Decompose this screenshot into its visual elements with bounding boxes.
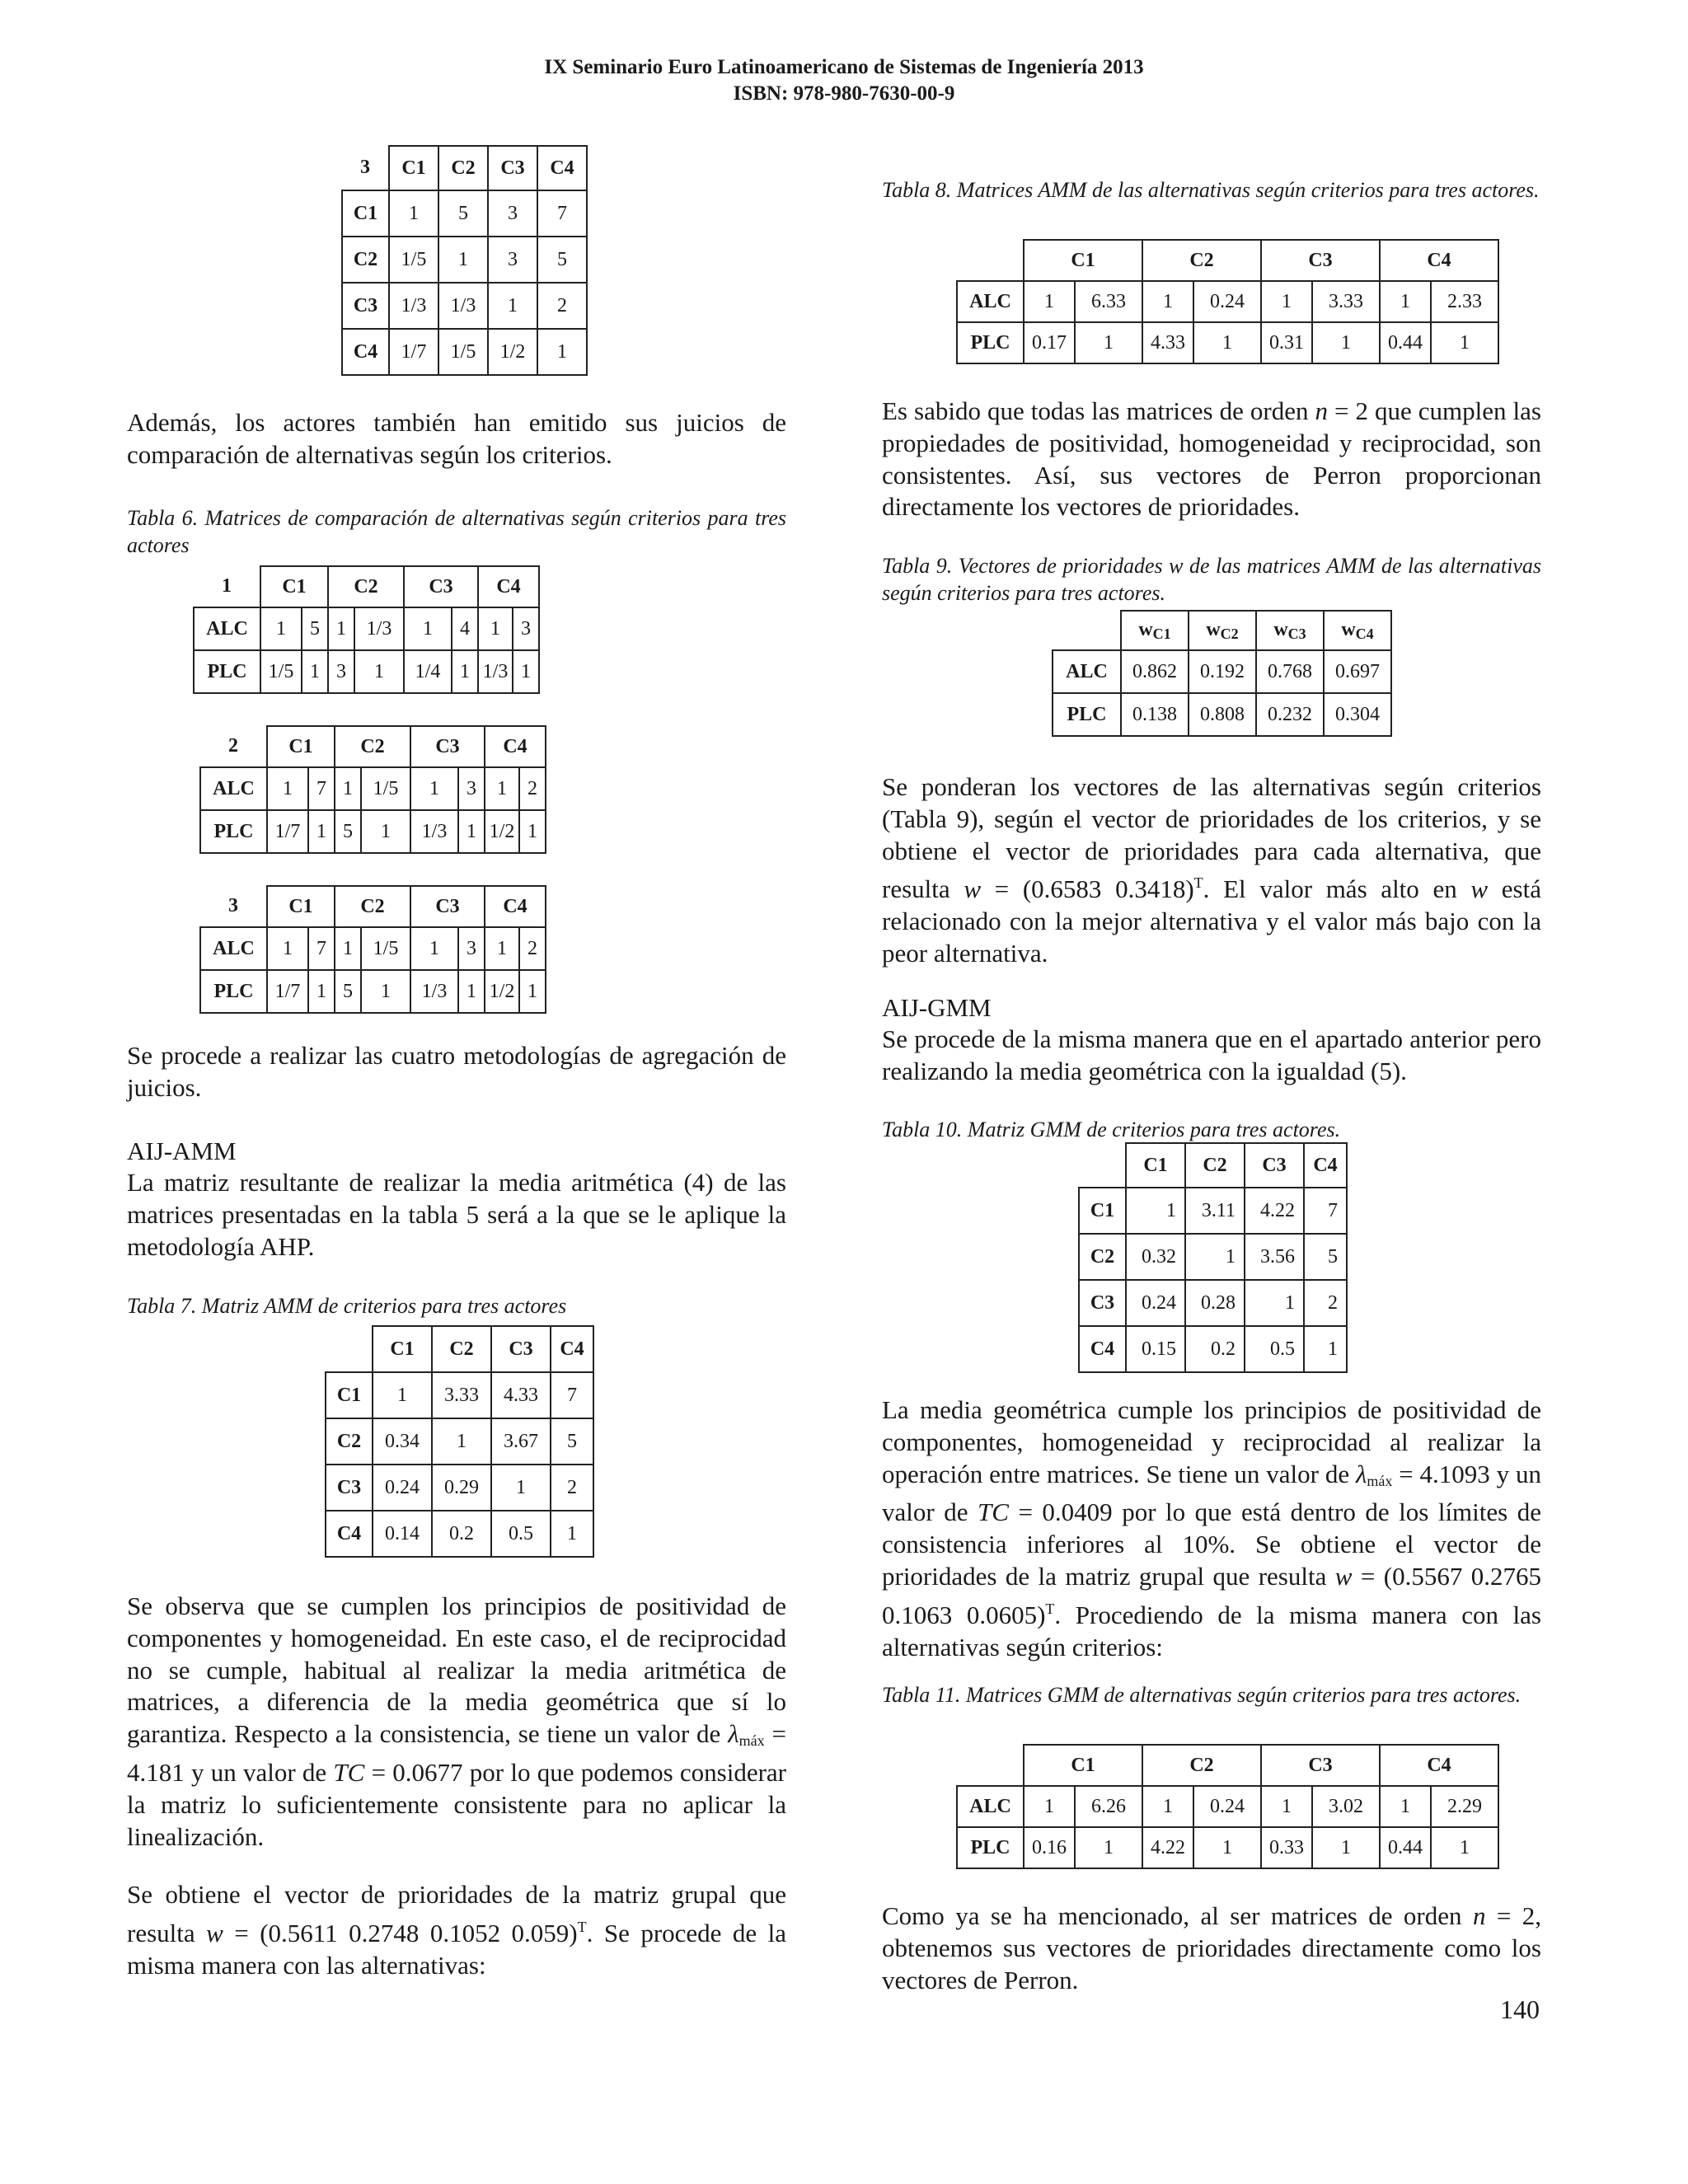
cell: 7 xyxy=(308,767,335,810)
cell: 1 xyxy=(1261,1786,1312,1827)
col-header: $w_{C1}$ xyxy=(1121,611,1189,650)
col-header: C3 xyxy=(404,566,478,607)
cell: 1 xyxy=(513,650,539,693)
cell: 3.11 xyxy=(1185,1188,1245,1234)
cell: 0.28 xyxy=(1185,1280,1245,1326)
cell: 1/2 xyxy=(485,810,519,853)
cell: 3 xyxy=(513,607,539,650)
row-header: PLC xyxy=(957,322,1024,363)
cell: 1 xyxy=(438,237,488,283)
cell: 1 xyxy=(551,1511,593,1557)
matrix-corner xyxy=(957,240,1024,281)
cell: 5 xyxy=(537,237,587,283)
superscript: T xyxy=(1193,874,1203,892)
col-header: C2 xyxy=(1142,240,1261,281)
paragraph-sabido xyxy=(882,396,1541,523)
paragraph-media-geometrica xyxy=(882,1394,1541,1663)
row-header: PLC xyxy=(957,1827,1024,1868)
text: = (0.5611 0.2748 0.1052 0.059) xyxy=(223,1918,578,1947)
row-header: ALC xyxy=(1053,650,1121,693)
caption-tabla-9: Tabla 9. Vectores de prioridades w de las matrices AMM de las alternativas según criterios para tres actores. xyxy=(882,554,1541,605)
col-header: $w_{C3}$ xyxy=(1256,611,1324,650)
cell: 1 xyxy=(335,767,361,810)
cell: 0.24 xyxy=(1126,1280,1185,1326)
tabla-11-matrices-gmm-alternativas xyxy=(956,1744,1499,1869)
cell: 1 xyxy=(410,767,458,810)
cell: 1 xyxy=(1075,322,1142,363)
cell: 1 xyxy=(1312,322,1380,363)
cell: 1 xyxy=(488,283,537,329)
w-symbol: w xyxy=(206,1918,223,1947)
col-header: C1 xyxy=(1126,1143,1185,1188)
cell: 1 xyxy=(478,607,513,650)
cell: 1 xyxy=(308,810,335,853)
cell: 1 xyxy=(1312,1827,1380,1868)
row-header: C4 xyxy=(342,329,389,375)
matrix-corner: 3 xyxy=(360,157,370,178)
text: Es sabido que todas las matrices de orden xyxy=(882,396,1315,425)
cell: 5 xyxy=(551,1418,593,1465)
w-symbol: w xyxy=(964,874,981,904)
row-header: ALC xyxy=(200,927,267,970)
cell: 2.33 xyxy=(1431,281,1498,322)
text: = 4.1093 y un valor de xyxy=(882,1459,1542,1527)
col-header: $w_{C2}$ xyxy=(1189,611,1256,650)
cell: 6.26 xyxy=(1075,1786,1142,1827)
cell: 5 xyxy=(1304,1234,1347,1280)
cell: 1 xyxy=(361,810,410,853)
cell: 0.232 xyxy=(1256,693,1324,736)
heading-aij-gmm: AIJ-GMM xyxy=(882,993,992,1022)
cell: 1 xyxy=(432,1418,491,1465)
cell: 1/5 xyxy=(260,650,302,693)
page-header xyxy=(0,54,1688,107)
cell: 1 xyxy=(1126,1188,1185,1234)
cell: 1 xyxy=(537,329,587,375)
col-header: C2 xyxy=(1185,1143,1245,1188)
row-header: PLC xyxy=(1053,693,1121,736)
cell: 7 xyxy=(308,927,335,970)
cell: 0.44 xyxy=(1380,1827,1431,1868)
cell: 1 xyxy=(335,927,361,970)
col-header: C3 xyxy=(488,146,537,190)
superscript: T xyxy=(577,1918,587,1935)
cell: 1 xyxy=(1431,1827,1498,1868)
cell: 1 xyxy=(1380,281,1431,322)
cell: 0.24 xyxy=(373,1465,432,1511)
subscript: máx xyxy=(1367,1472,1393,1489)
cell: 2 xyxy=(551,1465,593,1511)
cell: 7 xyxy=(551,1372,593,1418)
col-header: C3 xyxy=(1245,1143,1304,1188)
cell: 0.44 xyxy=(1380,322,1431,363)
col-header: C1 xyxy=(1024,240,1142,281)
cell: 1/2 xyxy=(488,329,537,375)
cell: 3 xyxy=(488,237,537,283)
cell: 0.862 xyxy=(1121,650,1189,693)
cell: 3 xyxy=(458,767,485,810)
n-symbol: n xyxy=(1472,1901,1486,1930)
heading-aij-amm: AIJ-AMM xyxy=(127,1137,237,1165)
cell: 4 xyxy=(452,607,478,650)
cell: 1/7 xyxy=(389,329,438,375)
cell: 1 xyxy=(485,767,519,810)
cell: 0.304 xyxy=(1324,693,1391,736)
row-header: C3 xyxy=(1079,1280,1126,1326)
cell: 1 xyxy=(308,970,335,1013)
cell: 0.138 xyxy=(1121,693,1189,736)
cell: 5 xyxy=(335,970,361,1013)
cell: 3.56 xyxy=(1245,1234,1304,1280)
cell: 0.5 xyxy=(491,1511,551,1557)
row-header: C4 xyxy=(1079,1326,1126,1372)
cell: 0.808 xyxy=(1189,693,1256,736)
conference-title: IX Seminario Euro Latinoamericano de Sistemas de Ingeniería 2013 xyxy=(544,56,1144,78)
cell: 0.33 xyxy=(1261,1827,1312,1868)
paragraph-gmm: Se procede de la misma manera que en el apartado anterior pero realizando la media geométrica con la igualdad (5). xyxy=(882,1024,1541,1085)
cell: 1/3 xyxy=(354,607,404,650)
text: . Se procede de la misma manera con las alternativas: xyxy=(127,1918,787,1980)
col-header: C4 xyxy=(551,1326,593,1372)
cell: 1/5 xyxy=(389,237,438,283)
text: = 0.0409 por lo que está dentro de los límites de consistencia inferiores al 10%. Se obtiene el vector de prioridades de la matriz grupal que resulta xyxy=(882,1497,1541,1591)
lambda-symbol: λ xyxy=(1355,1459,1367,1488)
cell: 5 xyxy=(335,810,361,853)
w-symbol: w xyxy=(1470,874,1489,904)
paragraph-amm: La matriz resultante de realizar la media aritmética (4) de las matrices presentadas en la tabla 5 será a la que se le aplique la metodología AHP. xyxy=(127,1168,786,1261)
cell: 1 xyxy=(1142,1786,1193,1827)
row-header: ALC xyxy=(200,767,267,810)
row-header: PLC xyxy=(194,650,260,693)
cell: 1 xyxy=(458,970,485,1013)
text: = (0.6583 0.3418) xyxy=(981,874,1194,904)
caption-tabla-7: Tabla 7. Matriz AMM de criterios para tres actores xyxy=(127,1294,567,1318)
text: está relacionado con la mejor alternativa y el valor más bajo con la peor alternativa. xyxy=(882,874,1541,968)
col-header: C2 xyxy=(438,146,488,190)
text: = 0.0677 por lo que podemos considerar la matriz lo suficientemente consistente para no aplicar la linealización. xyxy=(127,1757,786,1851)
tabla-9-vectores-prioridades xyxy=(1052,610,1392,737)
cell: 1 xyxy=(404,607,452,650)
cell: 5 xyxy=(302,607,328,650)
col-header: C2 xyxy=(335,886,410,927)
row-header: PLC xyxy=(200,810,267,853)
cell: 1/3 xyxy=(410,970,458,1013)
cell: 0.697 xyxy=(1324,650,1391,693)
cell: 7 xyxy=(537,190,587,237)
n-symbol: n xyxy=(1315,396,1328,425)
w-symbol: w xyxy=(1334,1561,1353,1591)
superscript: T xyxy=(1045,1600,1055,1617)
cell: 1 xyxy=(267,767,308,810)
cell: 1 xyxy=(410,927,458,970)
matrix-corner: 2 xyxy=(228,735,238,757)
text: = (0.5567 0.2765 0.1063 0.0605) xyxy=(882,1561,1542,1629)
col-header: C4 xyxy=(1304,1143,1347,1188)
caption-tabla-11: Tabla 11. Matrices GMM de alternativas según criterios para tres actores. xyxy=(882,1683,1522,1707)
col-header: C1 xyxy=(267,726,335,767)
col-header: C4 xyxy=(485,726,546,767)
paragraph-observa xyxy=(127,1591,786,1853)
cell: 1 xyxy=(1075,1827,1142,1868)
col-header: C1 xyxy=(267,886,335,927)
tc-symbol: TC xyxy=(333,1757,365,1787)
cell: 1/3 xyxy=(478,650,513,693)
cell: 3.33 xyxy=(1312,281,1380,322)
row-header: C2 xyxy=(342,237,389,283)
cell: 1 xyxy=(328,607,354,650)
cell: 1/5 xyxy=(361,767,410,810)
cell: 2.29 xyxy=(1431,1786,1498,1827)
col-header: C4 xyxy=(537,146,587,190)
tabla-6-actor2 xyxy=(199,725,546,854)
cell: 1/3 xyxy=(410,810,458,853)
caption-tabla-10: Tabla 10. Matriz GMM de criterios para tres actores. xyxy=(882,1118,1341,1141)
cell: 1/7 xyxy=(267,810,308,853)
row-header: C4 xyxy=(326,1511,373,1557)
cell: 0.24 xyxy=(1193,281,1261,322)
col-header: C1 xyxy=(1024,1745,1142,1786)
row-header: C1 xyxy=(326,1372,373,1418)
row-header: C2 xyxy=(1079,1234,1126,1280)
isbn: ISBN: 978-980-7630-00-9 xyxy=(733,82,955,105)
cell: 0.34 xyxy=(373,1418,432,1465)
cell: 1 xyxy=(1185,1234,1245,1280)
cell: 0.15 xyxy=(1126,1326,1185,1372)
cell: 4.22 xyxy=(1245,1188,1304,1234)
cell: 0.768 xyxy=(1256,650,1324,693)
cell: 1 xyxy=(1304,1326,1347,1372)
cell: 2 xyxy=(519,767,546,810)
cell: 4.33 xyxy=(491,1372,551,1418)
cell: 1 xyxy=(1380,1786,1431,1827)
tabla-10-matriz-gmm xyxy=(1078,1142,1348,1373)
cell: 4.33 xyxy=(1142,322,1193,363)
paragraph-final xyxy=(882,1900,1541,1996)
caption-tabla-6: Tabla 6. Matrices de comparación de alternativas según criterios para tres actores xyxy=(127,506,786,557)
text: Se observa que se cumplen los principios de positividad de componentes y homogeneidad. En este caso, el de reciprocidad no se cumple, habitual al realizar la media aritmética de matrices, a diferencia de la media geométrica que sí lo garantiza. Respecto a la consistencia, se tiene un valor de xyxy=(127,1591,786,1749)
subscript: máx xyxy=(738,1732,765,1750)
tabla-6-actor3 xyxy=(199,885,546,1014)
cell: 1 xyxy=(361,970,410,1013)
row-header: C3 xyxy=(326,1465,373,1511)
matrix-corner xyxy=(1053,611,1121,650)
cell: 3.67 xyxy=(491,1418,551,1465)
cell: 1/3 xyxy=(389,283,438,329)
text: = 2, obtenemos sus vectores de prioridades directamente como los vectores de Perron. xyxy=(882,1901,1542,1994)
cell: 1 xyxy=(389,190,438,237)
cell: 1 xyxy=(373,1372,432,1418)
col-header: C2 xyxy=(1142,1745,1261,1786)
cell: 6.33 xyxy=(1075,281,1142,322)
text: La media geométrica cumple los principios de positividad de componentes, homogeneidad y reciprocidad al realizar la operación entre matrices. Se tiene un valor de xyxy=(882,1395,1541,1488)
col-header: C3 xyxy=(410,886,485,927)
row-header: ALC xyxy=(194,607,260,650)
row-header: ALC xyxy=(957,1786,1024,1827)
cell: 0.17 xyxy=(1024,322,1075,363)
matrix-corner xyxy=(1079,1143,1126,1188)
tabla-8-matrices-amm-alternativas xyxy=(956,239,1499,364)
caption-tabla-8: Tabla 8. Matrices AMM de las alternativas según criterios para tres actores. xyxy=(882,178,1540,202)
cell: 0.32 xyxy=(1126,1234,1185,1280)
row-header: C1 xyxy=(1079,1188,1126,1234)
cell: 1/5 xyxy=(361,927,410,970)
text: = 4.181 y un valor de xyxy=(127,1719,787,1787)
cell: 1 xyxy=(1245,1280,1304,1326)
cell: 2 xyxy=(519,927,546,970)
cell: 2 xyxy=(1304,1280,1347,1326)
text: . El valor más alto en xyxy=(1203,874,1471,904)
cell: 1 xyxy=(491,1465,551,1511)
cell: 3 xyxy=(458,927,485,970)
cell: 3.02 xyxy=(1312,1786,1380,1827)
cell: 1 xyxy=(1431,322,1498,363)
row-header: ALC xyxy=(957,281,1024,322)
cell: 0.2 xyxy=(432,1511,491,1557)
cell: 1/3 xyxy=(438,283,488,329)
row-header: C3 xyxy=(342,283,389,329)
cell: 7 xyxy=(1304,1188,1347,1234)
cell: 5 xyxy=(438,190,488,237)
text: Se ponderan los vectores de las alternativas según criterios (Tabla 9), según el vector de prioridades de los criterios, y se obtiene el vector de prioridades para cada alternativa, que resulta xyxy=(882,772,1541,904)
page-number: 140 xyxy=(1500,1994,1540,2024)
col-header: C3 xyxy=(410,726,485,767)
cell: 4.22 xyxy=(1142,1827,1193,1868)
cell: 1 xyxy=(1261,281,1312,322)
cell: 1/2 xyxy=(485,970,519,1013)
text: Como ya se ha mencionado, al ser matrices de orden xyxy=(882,1901,1473,1930)
cell: 1 xyxy=(1193,1827,1261,1868)
col-header: C3 xyxy=(1261,240,1380,281)
cell: 1 xyxy=(267,927,308,970)
cell: 1 xyxy=(519,970,546,1013)
col-header: $w_{C4}$ xyxy=(1324,611,1391,650)
matrix-corner: 3 xyxy=(228,895,238,916)
col-header: C2 xyxy=(328,566,404,607)
col-header: C1 xyxy=(389,146,438,190)
paragraph-obtiene xyxy=(127,1879,786,1981)
paragraph-ponderan xyxy=(882,771,1541,970)
tabla-7-matriz-amm xyxy=(325,1325,594,1558)
cell: 1 xyxy=(1024,1786,1075,1827)
text: = 2 que cumplen las propiedades de positividad, homogeneidad y reciprocidad, son consistentes. Así, sus vectores de Perron proporcionan directamente los vectores de prioridades. xyxy=(882,396,1541,522)
col-header: C3 xyxy=(491,1326,551,1372)
tabla-6-actor1 xyxy=(193,565,540,694)
cell: 2 xyxy=(537,283,587,329)
matrix-corner xyxy=(326,1326,373,1372)
cell: 0.16 xyxy=(1024,1827,1075,1868)
row-header: C1 xyxy=(342,190,389,237)
cell: 1 xyxy=(452,650,478,693)
cell: 1 xyxy=(354,650,404,693)
cell: 3.33 xyxy=(432,1372,491,1418)
cell: 1 xyxy=(260,607,302,650)
col-header: C4 xyxy=(1380,240,1498,281)
tc-symbol: TC xyxy=(978,1497,1009,1527)
col-header: C4 xyxy=(485,886,546,927)
cell: 0.192 xyxy=(1189,650,1256,693)
cell: 3 xyxy=(328,650,354,693)
cell: 1 xyxy=(1193,322,1261,363)
cell: 1/7 xyxy=(267,970,308,1013)
text: . Procediendo de la misma manera con las alternativas según criterios: xyxy=(882,1600,1541,1661)
row-header: PLC xyxy=(200,970,267,1013)
paragraph-procede: Se procede a realizar las cuatro metodologías de agregación de juicios. xyxy=(127,1041,786,1102)
text: Se obtiene el vector de prioridades de la matriz grupal que resulta xyxy=(127,1880,786,1947)
cell: 1/5 xyxy=(438,329,488,375)
col-header: C2 xyxy=(335,726,410,767)
cell: 1 xyxy=(458,810,485,853)
cell: 0.5 xyxy=(1245,1326,1304,1372)
cell: 1 xyxy=(519,810,546,853)
col-header: C1 xyxy=(373,1326,432,1372)
matrix-actor3-criteria xyxy=(341,145,588,376)
cell: 0.29 xyxy=(432,1465,491,1511)
matrix-corner: 1 xyxy=(222,575,232,597)
cell: 0.2 xyxy=(1185,1326,1245,1372)
paragraph-ademas: Además, los actores también han emitido sus juicios de comparación de alternativas según los criterios. xyxy=(127,408,786,469)
cell: 1 xyxy=(302,650,328,693)
lambda-symbol: λ xyxy=(728,1719,739,1749)
cell: 0.31 xyxy=(1261,322,1312,363)
cell: 1 xyxy=(485,927,519,970)
cell: 1/4 xyxy=(404,650,452,693)
col-header: C4 xyxy=(478,566,539,607)
col-header: C1 xyxy=(260,566,328,607)
cell: 3 xyxy=(488,190,537,237)
col-header: C3 xyxy=(1261,1745,1380,1786)
cell: 0.24 xyxy=(1193,1786,1261,1827)
cell: 0.14 xyxy=(373,1511,432,1557)
matrix-corner xyxy=(957,1745,1024,1786)
cell: 1 xyxy=(1024,281,1075,322)
cell: 1 xyxy=(1142,281,1193,322)
col-header: C2 xyxy=(432,1326,491,1372)
col-header: C4 xyxy=(1380,1745,1498,1786)
row-header: C2 xyxy=(326,1418,373,1465)
